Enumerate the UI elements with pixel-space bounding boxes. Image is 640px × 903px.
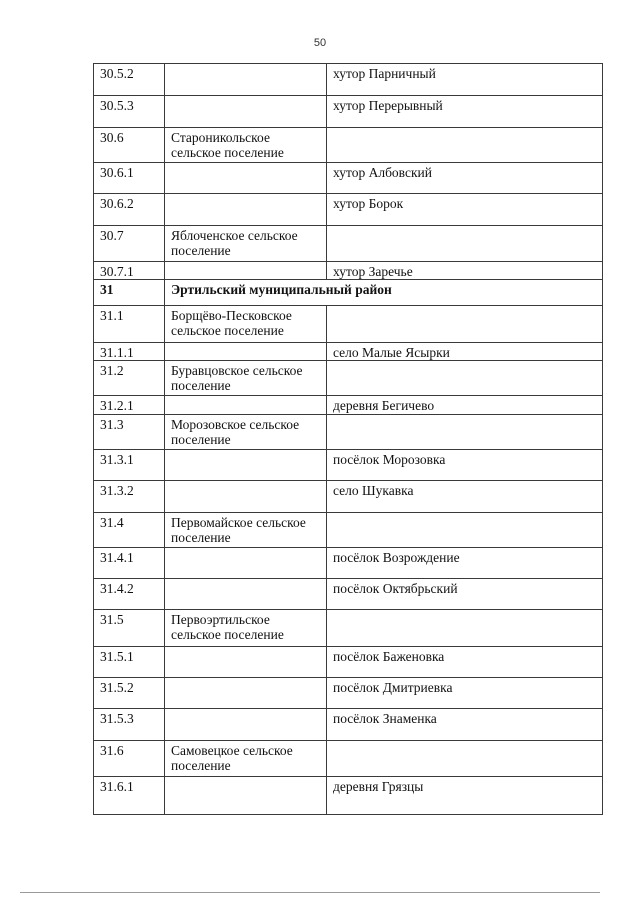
row-code: 30.6 xyxy=(94,128,165,163)
row-locality xyxy=(327,415,603,450)
table-row xyxy=(94,579,603,610)
row-code: 31.3.1 xyxy=(94,450,165,481)
row-locality xyxy=(327,513,603,548)
row-settlement xyxy=(165,777,327,815)
row-locality xyxy=(327,361,603,396)
table-row xyxy=(94,96,603,128)
row-locality: деревня Грязцы xyxy=(327,777,603,815)
row-code: 31.4.2 xyxy=(94,579,165,610)
row-code: 31.1.1 xyxy=(94,343,165,361)
table-row xyxy=(94,396,603,415)
row-code: 30.5.3 xyxy=(94,96,165,128)
row-settlement xyxy=(165,579,327,610)
settlements-table xyxy=(93,63,603,815)
row-code: 31.5.2 xyxy=(94,678,165,709)
row-code: 30.7 xyxy=(94,226,165,262)
table-row xyxy=(94,450,603,481)
row-settlement xyxy=(165,163,327,194)
row-locality xyxy=(327,306,603,343)
row-code: 30.5.2 xyxy=(94,64,165,96)
table-row xyxy=(94,262,603,280)
table-row xyxy=(94,548,603,579)
row-settlement: Первоэртильское сельское поселение xyxy=(165,610,327,647)
table-row xyxy=(94,777,603,815)
row-locality: посёлок Морозовка xyxy=(327,450,603,481)
row-locality: посёлок Октябрьский xyxy=(327,579,603,610)
row-settlement xyxy=(165,709,327,741)
row-code: 31.2 xyxy=(94,361,165,396)
row-settlement xyxy=(165,647,327,678)
row-code: 31.2.1 xyxy=(94,396,165,415)
row-settlement xyxy=(165,343,327,361)
row-code: 30.6.1 xyxy=(94,163,165,194)
row-settlement xyxy=(165,96,327,128)
table-row xyxy=(94,513,603,548)
row-code: 31.3.2 xyxy=(94,481,165,513)
row-locality: посёлок Знаменка xyxy=(327,709,603,741)
row-settlement: Борщёво-Песковское сельское поселение xyxy=(165,306,327,343)
bottom-rule xyxy=(20,892,600,893)
row-settlement: Буравцовское сельское поселение xyxy=(165,361,327,396)
table-row xyxy=(94,343,603,361)
row-code: 31.1 xyxy=(94,306,165,343)
row-district-title: Эртильский муниципальный район xyxy=(165,280,603,306)
table-row xyxy=(94,709,603,741)
table-row xyxy=(94,481,603,513)
settlements-table-body xyxy=(94,64,603,815)
row-locality xyxy=(327,226,603,262)
table-row xyxy=(94,415,603,450)
row-settlement xyxy=(165,262,327,280)
row-locality: посёлок Баженовка xyxy=(327,647,603,678)
row-settlement: Первомайское сельское поселение xyxy=(165,513,327,548)
row-code: 30.7.1 xyxy=(94,262,165,280)
row-locality: посёлок Возрождение xyxy=(327,548,603,579)
row-code: 30.6.2 xyxy=(94,194,165,226)
table-row xyxy=(94,678,603,709)
table-row xyxy=(94,64,603,96)
table-row xyxy=(94,163,603,194)
row-locality: хутор Парничный xyxy=(327,64,603,96)
row-settlement xyxy=(165,194,327,226)
row-code: 31.4.1 xyxy=(94,548,165,579)
row-code: 31.6 xyxy=(94,741,165,777)
table-row xyxy=(94,361,603,396)
table-row xyxy=(94,226,603,262)
row-settlement: Староникольское сельское поселение xyxy=(165,128,327,163)
row-settlement xyxy=(165,64,327,96)
row-locality: село Шукавка xyxy=(327,481,603,513)
table-row xyxy=(94,610,603,647)
row-settlement: Яблоченское сельское поселение xyxy=(165,226,327,262)
row-settlement xyxy=(165,678,327,709)
row-locality xyxy=(327,741,603,777)
row-code: 31.6.1 xyxy=(94,777,165,815)
table-row xyxy=(94,741,603,777)
row-locality: посёлок Дмитриевка xyxy=(327,678,603,709)
row-code: 31.5.3 xyxy=(94,709,165,741)
row-settlement: Морозовское сельское поселение xyxy=(165,415,327,450)
row-locality xyxy=(327,128,603,163)
row-locality: хутор Албовский xyxy=(327,163,603,194)
table-row xyxy=(94,647,603,678)
row-locality: село Малые Ясырки xyxy=(327,343,603,361)
row-settlement xyxy=(165,481,327,513)
row-code: 31.5.1 xyxy=(94,647,165,678)
row-locality: хутор Перерывный xyxy=(327,96,603,128)
row-code: 31 xyxy=(94,280,165,306)
table-row xyxy=(94,280,603,306)
row-locality: хутор Борок xyxy=(327,194,603,226)
table-row xyxy=(94,194,603,226)
table-row xyxy=(94,306,603,343)
row-settlement xyxy=(165,548,327,579)
row-locality: деревня Бегичево xyxy=(327,396,603,415)
row-code: 31.3 xyxy=(94,415,165,450)
table-row xyxy=(94,128,603,163)
row-code: 31.5 xyxy=(94,610,165,647)
row-locality xyxy=(327,610,603,647)
row-locality: хутор Заречье xyxy=(327,262,603,280)
row-settlement xyxy=(165,450,327,481)
row-code: 31.4 xyxy=(94,513,165,548)
row-settlement xyxy=(165,396,327,415)
page-number: 50 xyxy=(313,37,327,49)
row-settlement: Самовецкое сельское поселение xyxy=(165,741,327,777)
